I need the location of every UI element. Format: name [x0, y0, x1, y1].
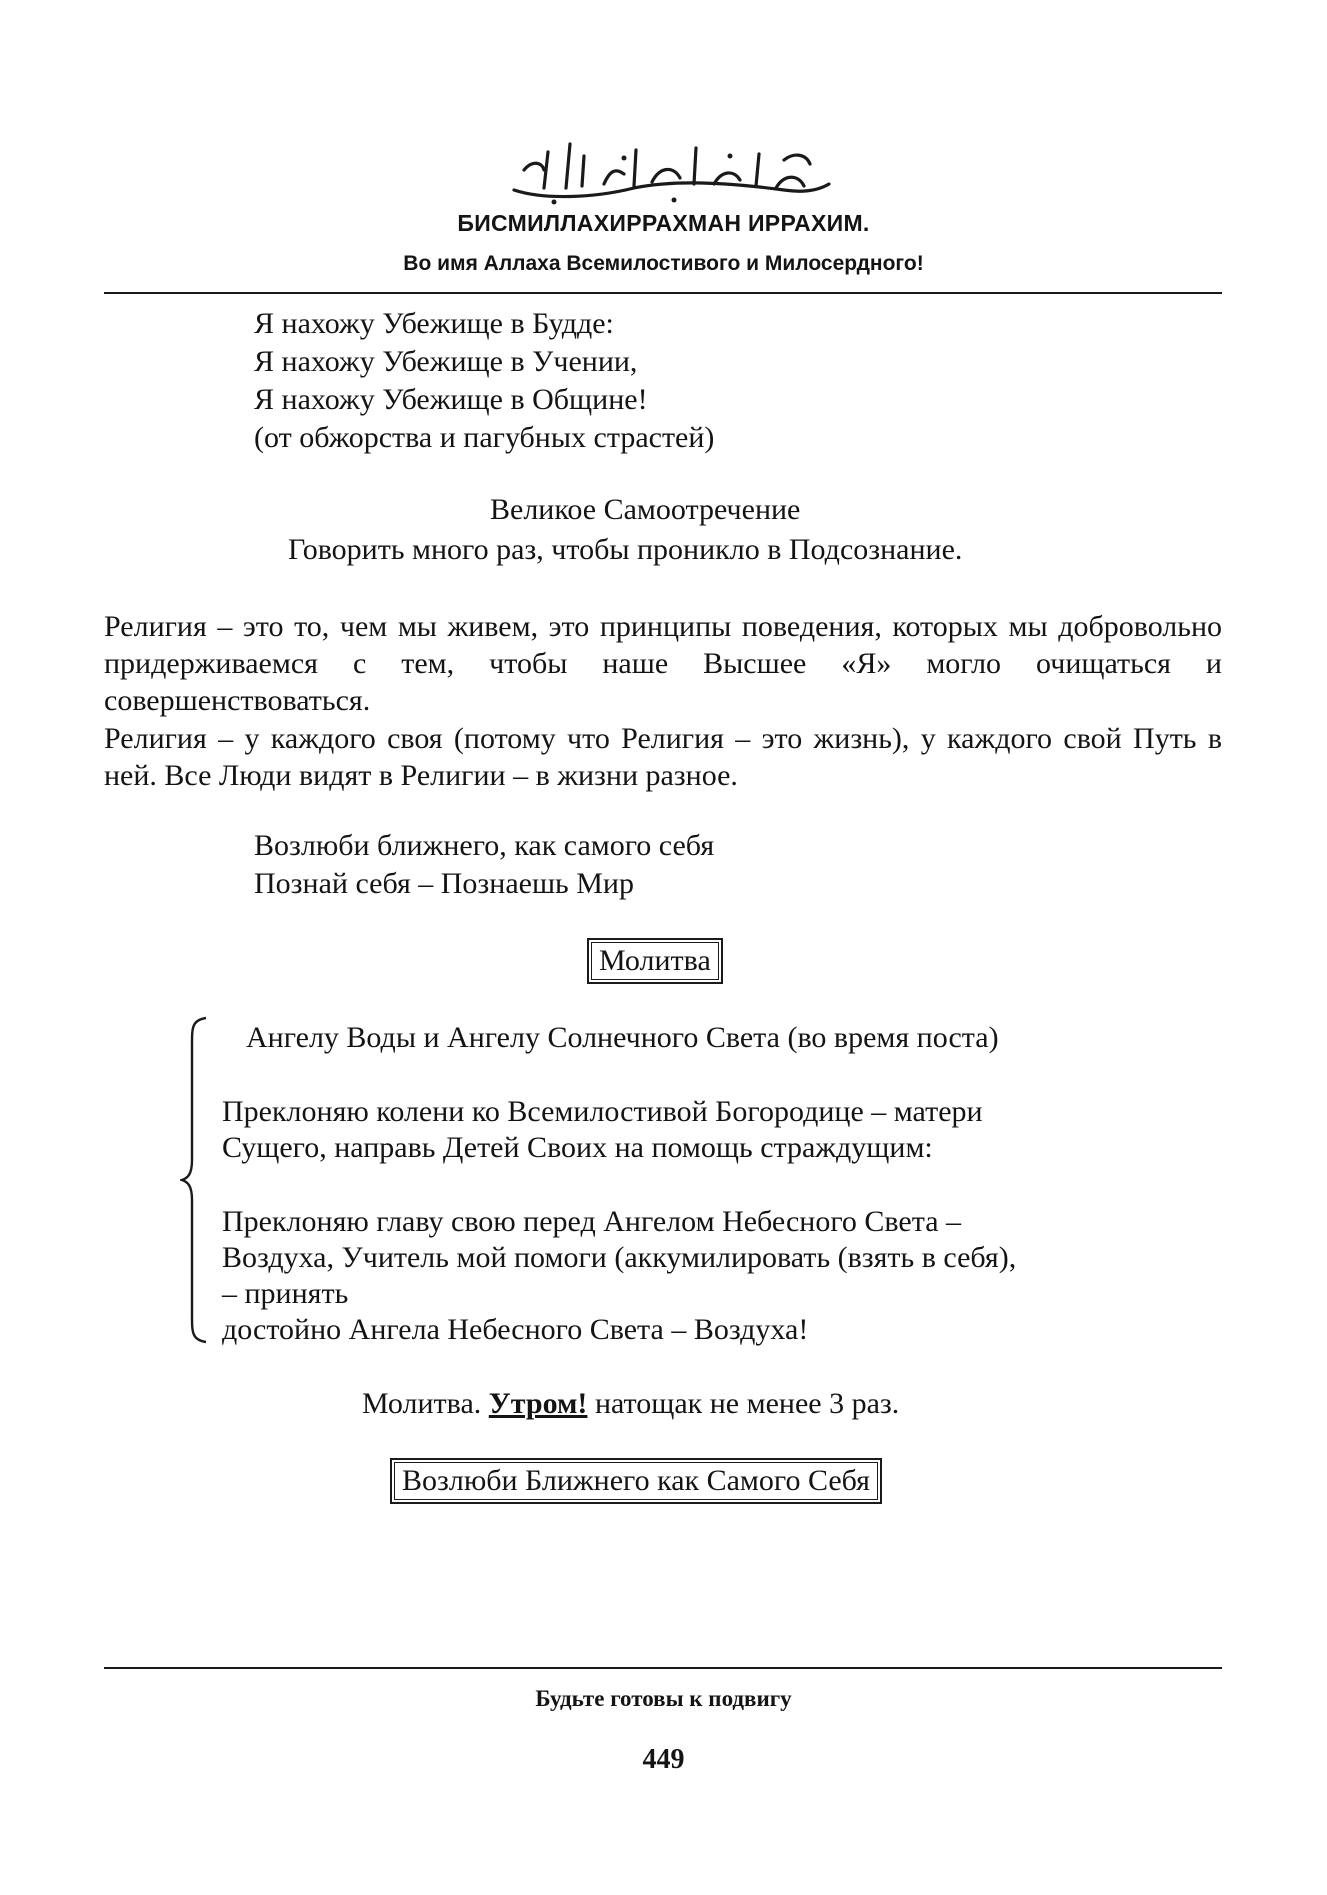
prayer-line: Сущего, направь Детей Своих на помощь страждущим:: [222, 1131, 933, 1164]
prayer-line: – принять: [222, 1277, 349, 1310]
prayer-instruction: [362, 1386, 899, 1422]
maxim-line: Познай себя – Познаешь Мир: [254, 867, 634, 900]
header-subtitle: Во имя Аллаха Всемилостивого и Милосердного!: [403, 252, 924, 275]
closing-box: Возлюби Ближнего как Самого Себя: [390, 1458, 882, 1504]
refuge-line: (от обжорства и пагубных страстей): [254, 421, 715, 454]
header-divider: [104, 292, 1222, 294]
footer-motto: Будьте готовы к подвигу: [535, 1686, 792, 1711]
instruction-emphasis: Утром!: [488, 1387, 588, 1420]
renunciation-title: Великое Самоотречение: [490, 493, 801, 526]
curly-brace: [180, 1014, 210, 1346]
prayer-line: Воздуха, Учитель мой помоги (аккумилировать (взять в себя),: [222, 1241, 1017, 1274]
prayer-line: Ангелу Воды и Ангелу Солнечного Света (во время поста): [246, 1021, 999, 1054]
prayer-line: достойно Ангела Небесного Света – Воздуха!: [222, 1313, 809, 1346]
maxim-line: Возлюби ближнего, как самого себя: [254, 829, 715, 862]
refuge-line: Я нахожу Убежище в Общине!: [254, 383, 648, 416]
religion-paragraph-2: Религия – у каждого своя (потому что Религия – это жизнь), у каждого свой Путь в ней. Все Люди видят в Религии – в жизни разное.: [104, 722, 1222, 792]
calligraphy-image: [484, 130, 844, 210]
footer-divider: [104, 1667, 1222, 1669]
prayer-box-label: Молитва: [587, 938, 723, 984]
instruction-suffix: натощак не менее 3 раз.: [594, 1387, 900, 1420]
religion-paragraph-1: Религия – это то, чем мы живем, это принципы поведения, которых мы добровольно придерживаемся с тем, чтобы наше Высшее «Я» могло очищаться и совершенствоваться.: [104, 610, 1222, 717]
refuge-line: Я нахожу Убежище в Будде:: [254, 307, 614, 340]
renunciation-line: Говорить много раз, чтобы проникло в Подсознание.: [288, 533, 963, 566]
prayer-line: Преклоняю главу свою перед Ангелом Небесного Света –: [222, 1205, 962, 1238]
instruction-prefix: Молитва.: [362, 1387, 482, 1420]
page-number: 449: [642, 1744, 685, 1775]
bismillah-calligraphy: [0, 130, 1327, 210]
prayer-line: Преклоняю колени ко Всемилостивой Богородице – матери: [222, 1095, 983, 1128]
header-title: БИСМИЛЛАХИРРАХМАН ИРРАХИМ.: [457, 210, 870, 236]
refuge-line: Я нахожу Убежище в Учении,: [254, 345, 638, 378]
